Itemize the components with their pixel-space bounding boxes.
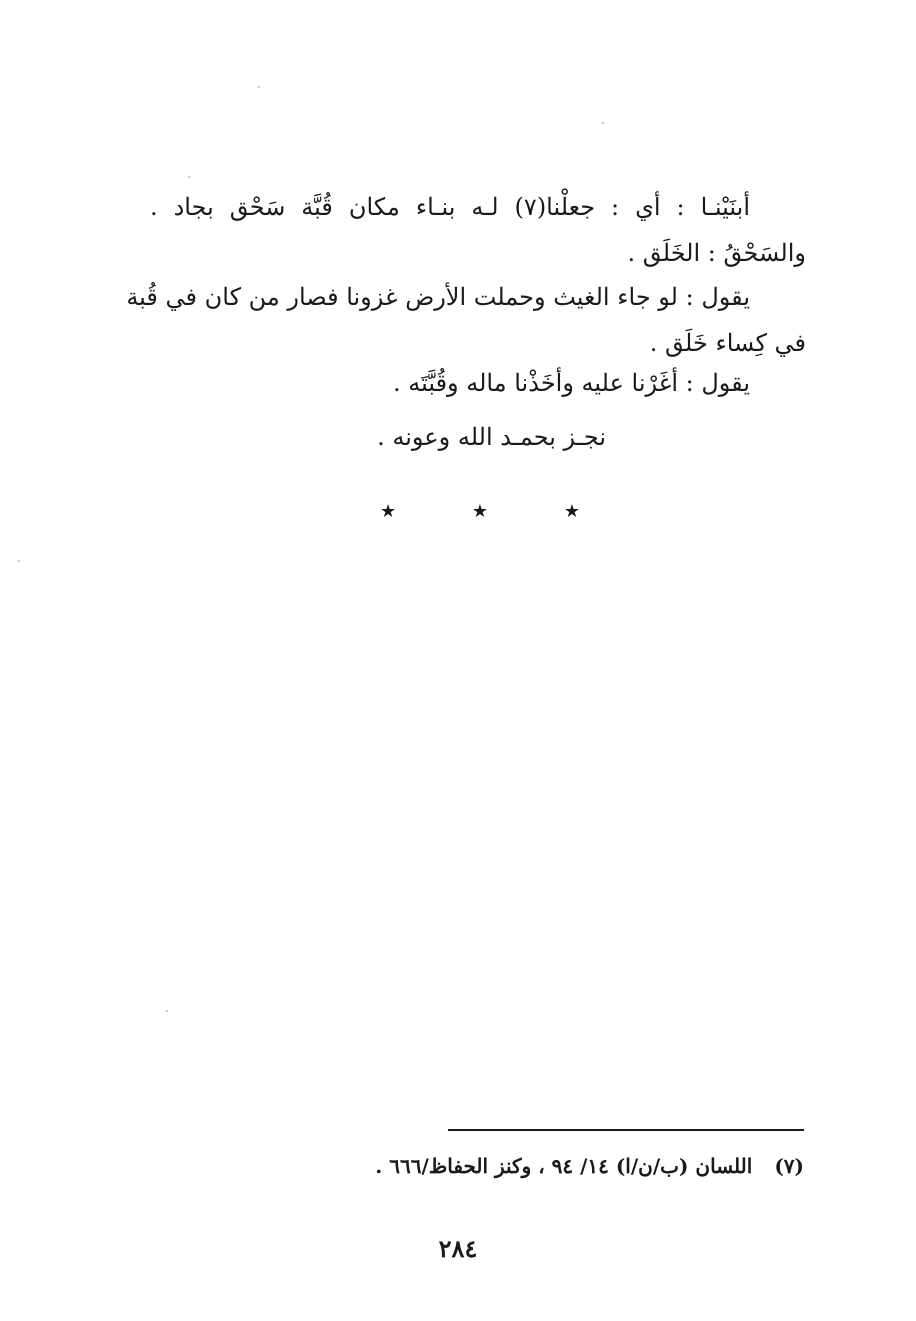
scan-speck [258,86,260,88]
footnote-marker: (٧) [774,1154,804,1178]
scan-speck [188,176,190,178]
scan-speck [166,1010,168,1012]
scan-speck [18,560,20,562]
text-line-2: والسَحْقُ : الخَلَق . [627,239,806,267]
scan-speck [602,122,604,124]
footnote-text: اللسان (ب/ن/ا) ١٤/ ٩٤ ، وكنز الحفاظ/٦٦٦ . [375,1154,753,1178]
star-icon: ★ [471,501,489,522]
text-line-1: أبنَيْنـا : أي : جعلْنا(٧) لـه بنـاء مكان قُبَّة سَحْق بجاد . [150,193,750,221]
star-icon: ★ [380,501,397,522]
section-divider-stars [380,498,580,526]
star-icon: ★ [563,501,580,522]
text-line-4: في كِساء خَلَق . [649,329,806,357]
footnote-separator [448,1129,804,1131]
closing-line: نجـز بحمـد الله وعونه . [377,423,606,451]
footnote [375,1150,804,1182]
text-line-5: يقول : أغَرْنا عليه وأخَذْنا ماله وقُبَّتَه . [392,369,750,397]
page-number: ٢٨٤ [438,1234,478,1263]
text-line-3: يقول : لو جاء الغيث وحملت الأرض غزونا فصار من كان في قُبة [126,283,750,311]
